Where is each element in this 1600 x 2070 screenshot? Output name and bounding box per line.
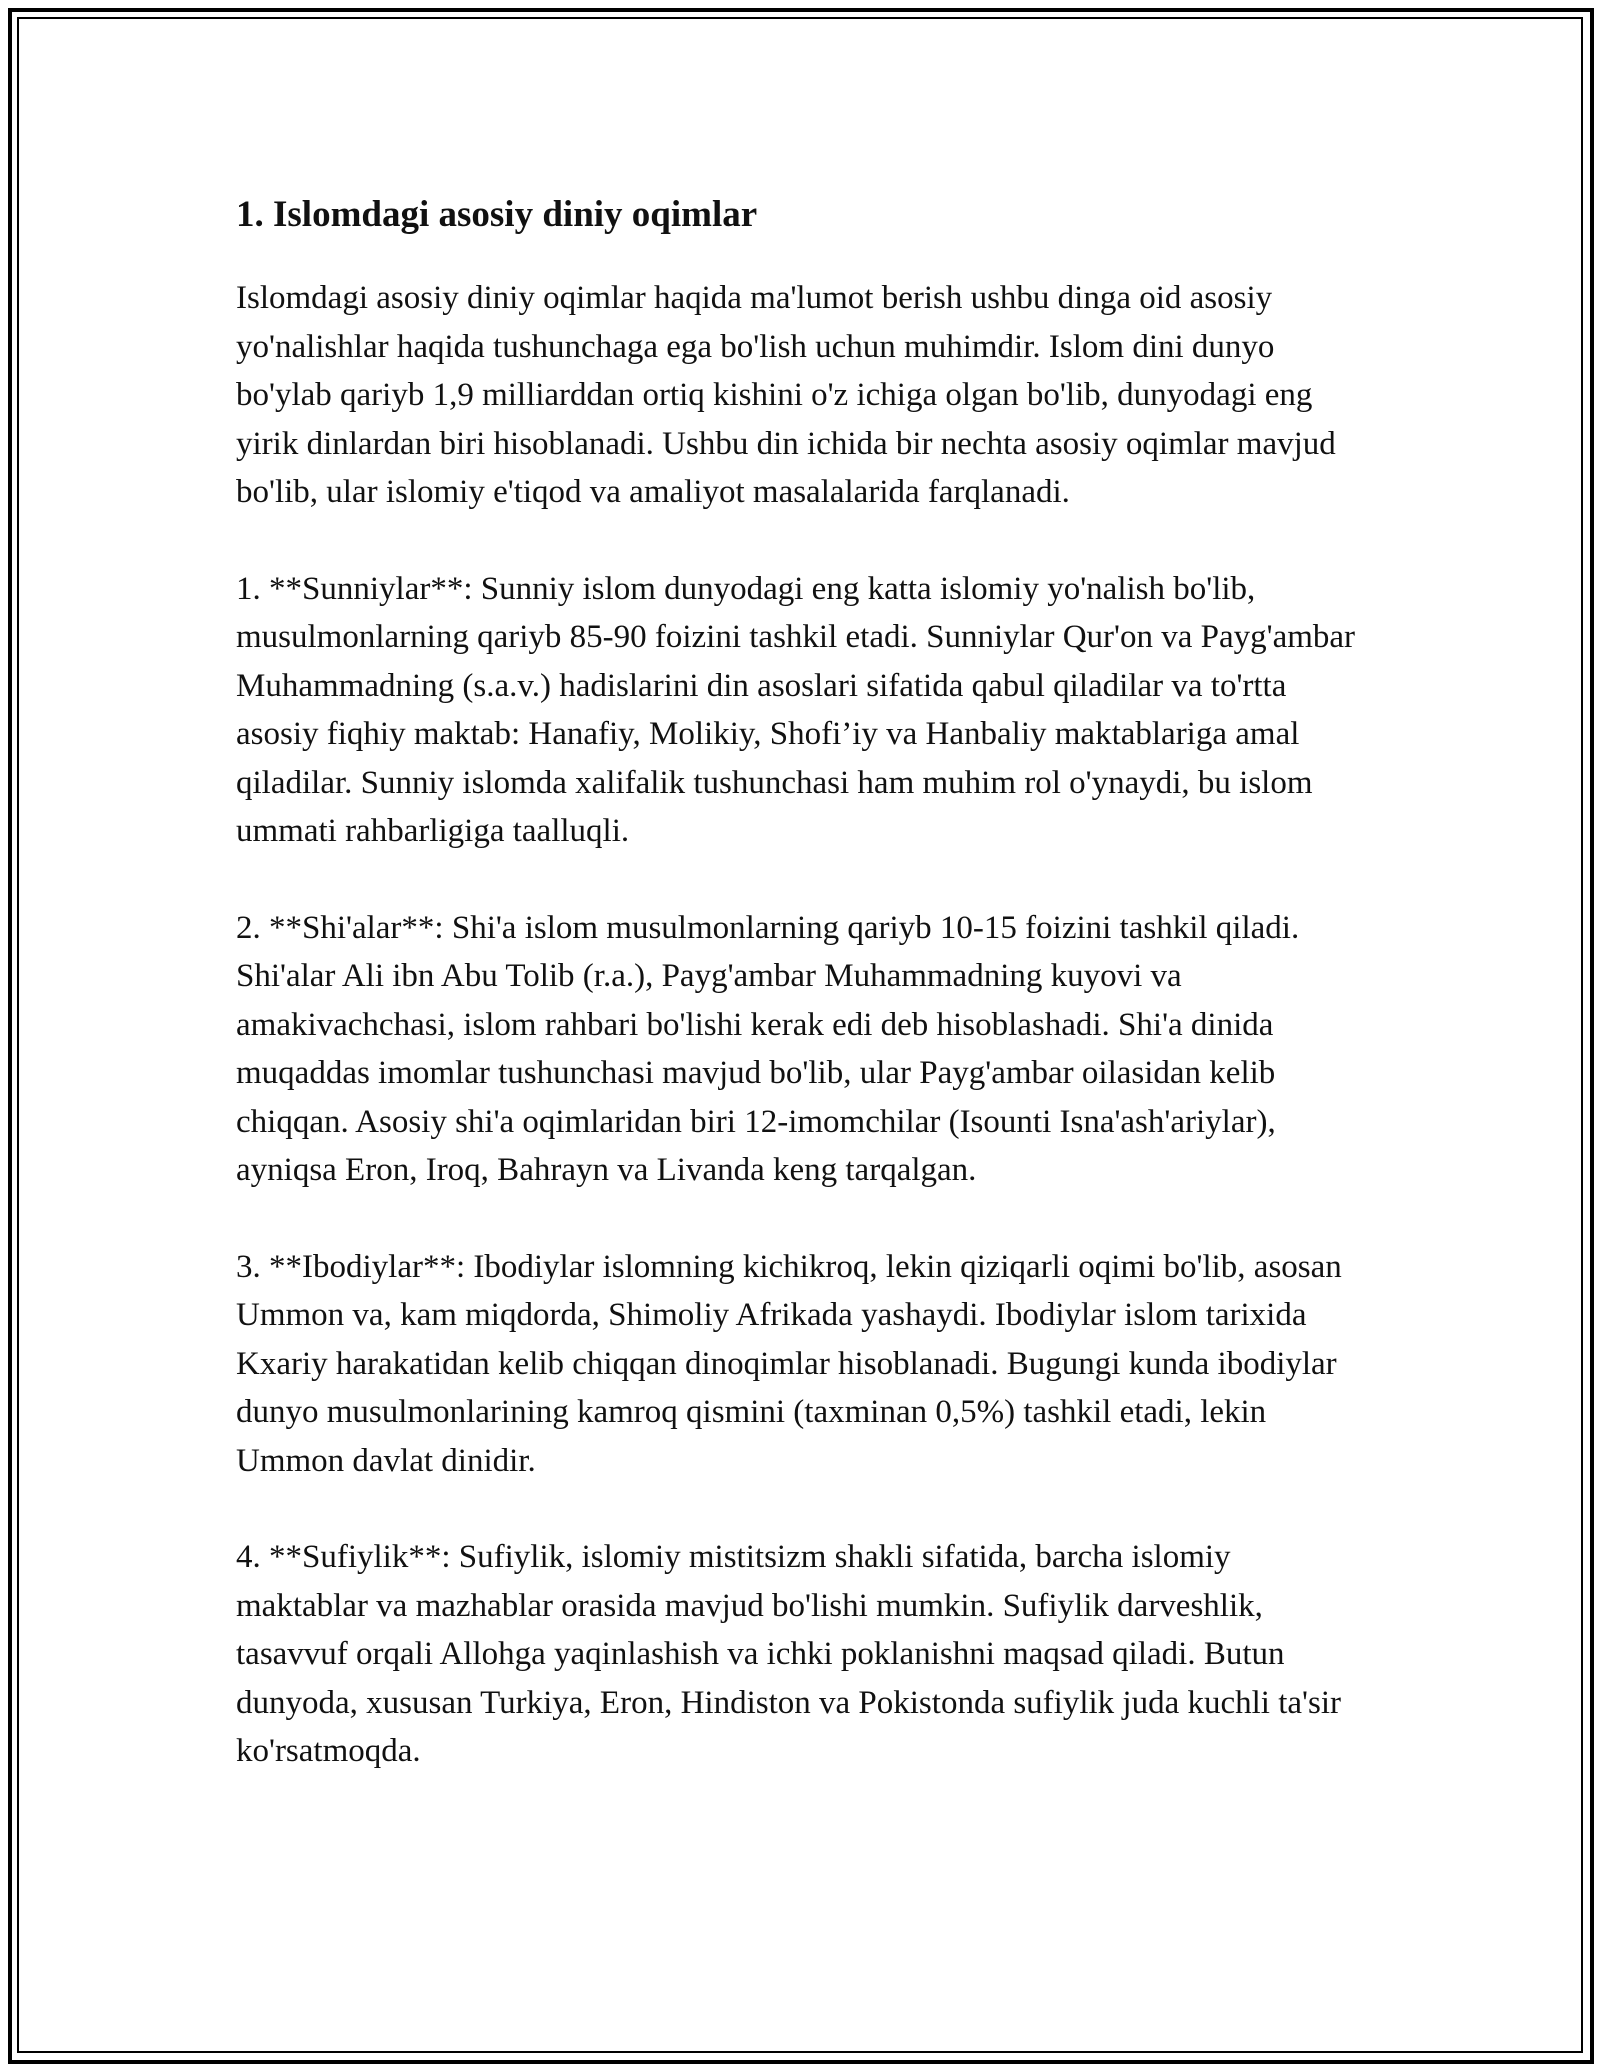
document-body <box>236 188 1366 1824</box>
paragraph-intro: Islomdagi asosiy diniy oqimlar haqida ma'lumot berish ushbu dinga oid asosiy yo'nalishlar haqida tushunchaga ega bo'lish uchun muhimdir. Islom dini dunyo bo'ylab qariyb 1,9 milliarddan ortiq kishini o'z ichiga olgan bo'lib, dunyodagi eng yirik dinlardan biri hisoblanadi. Ushbu din ichida bir nechta asosiy oqimlar mavjud bo'lib, ular islomiy e'tiqod va amaliyot masalalarida farqlanadi. <box>236 280 1336 510</box>
document-title: 1. Islomdagi asosiy diniy oqimlar <box>236 194 758 235</box>
paragraph-sunniylar: 1. **Sunniylar**: Sunniy islom dunyodagi eng katta islomiy yo'nalish bo'lib, musulmonlarning qariyb 85-90 foizini tashkil etadi. Sunniylar Qur'on va Payg'ambar Muhammadning (s.a.v.) hadislarini din asoslari sifatida qabul qiladilar va to'rtta asosiy fiqhiy maktab: Hanafiy, Molikiy, Shofi’iy va Hanbaliy maktablariga amal qiladilar. Sunniy islomda xalifalik tushunchasi ham muhim rol o'ynaydi, bu islom ummati rahbarligiga taalluqli. <box>236 570 1356 849</box>
paragraph-shialar: 2. **Shi'alar**: Shi'a islom musulmonlarning qariyb 10-15 foizini tashkil qiladi. Shi'alar Ali ibn Abu Tolib (r.a.), Payg'ambar Muhammadning kuyovi va amakivachchasi, islom rahbari bo'lishi kerak edi deb hisoblashadi. Shi'a dinida muqaddas imomlar tushunchasi mavjud bo'lib, ular Payg'ambar oilasidan kelib chiqqan. Asosiy shi'a oqimlaridan biri 12-imomchilar (Isounti Isna'ash'ariylar), ayniqsa Eron, Iroq, Bahrayn va Livanda keng tarqalgan. <box>236 909 1300 1188</box>
paragraph-sufiylik: 4. **Sufiylik**: Sufiylik, islomiy mistitsizm shakli sifatida, barcha islomiy maktablar va mazhablar orasida mavjud bo'lishi mumkin. Sufiylik darveshlik, tasavvuf orqali Allohga yaqinlashish va ichki poklanishni maqsad qiladi. Butun dunyoda, xususan Turkiya, Eron, Hindiston va Pokistonda sufiylik juda kuchli ta'sir ko'rsatmoqda. <box>236 1539 1341 1769</box>
paragraph-ibodiylar: 3. **Ibodiylar**: Ibodiylar islomning kichikroq, lekin qiziqarli oqimi bo'lib, asosan Ummon va, kam miqdorda, Shimoliy Afrikada yashaydi. Ibodiylar islom tarixida Kxariy harakatidan kelib chiqqan dinoqimlar hisoblanadi. Bugungi kunda ibodiylar dunyo musulmonlarining kamroq qismini (taxminan 0,5%) tashkil etadi, lekin Ummon davlat dinidir. <box>236 1248 1342 1479</box>
